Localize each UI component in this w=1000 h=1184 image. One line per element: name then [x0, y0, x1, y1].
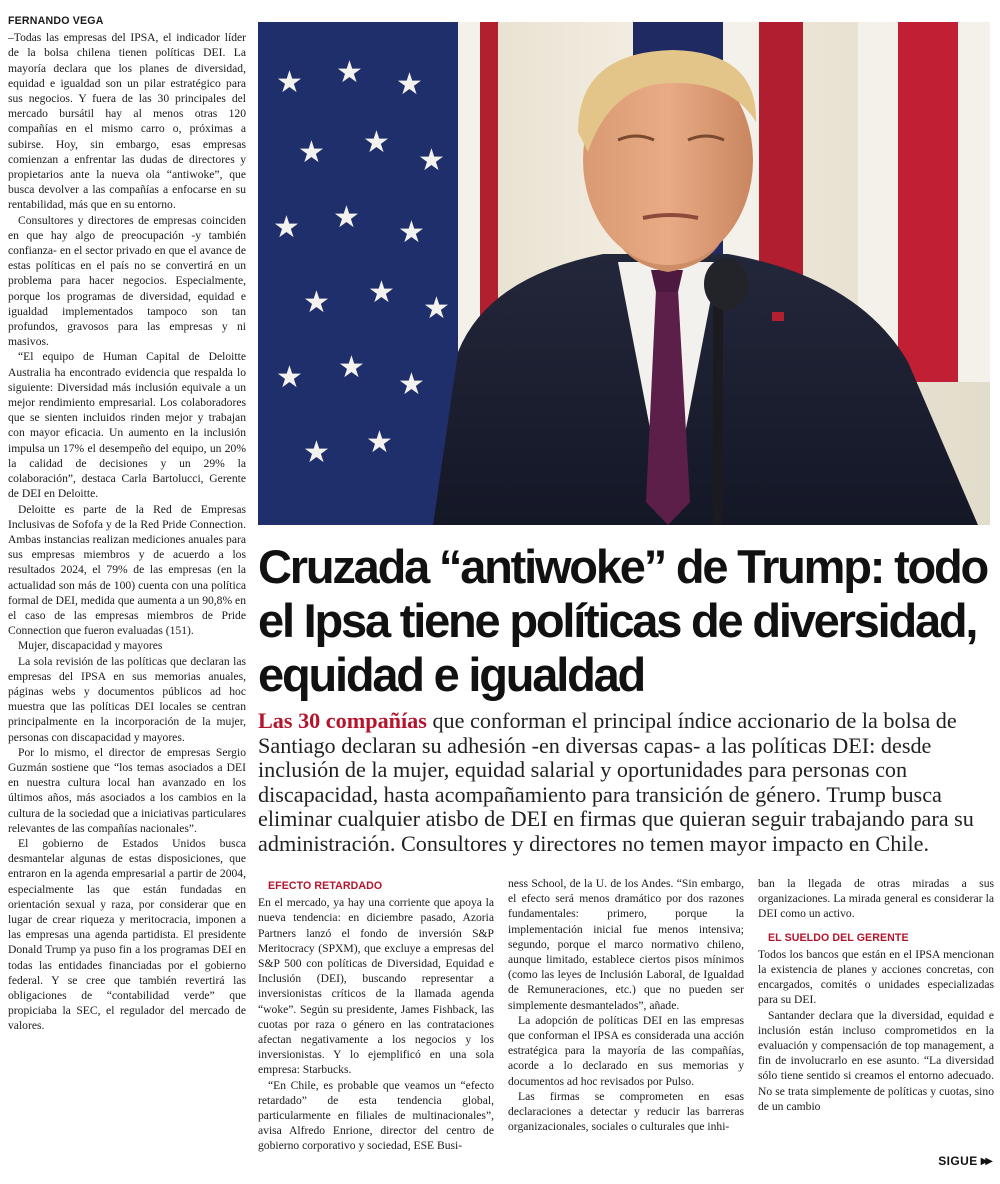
paragraph: “En Chile, es probable que veamos un “efecto retardado” de esta tendencia global, particularmente en filiales de multinacionales”, avisa Alfredo Enrione, director del centro de gobierno corporativo y sociedad, ESE Busi-	[258, 1078, 494, 1153]
paragraph: Consultores y directores de empresas coinciden en que hay algo de preocupación -y también confianza- en el sector privado en que el avance de estas políticas en el país no se convertirá en un problema para hacer negocios. Especialmente, porque los programas de diversidad, equidad e igualdad implementados tampoco son tan profundos, gravosos para las empresas y ni masivos.	[8, 213, 246, 349]
news-photo	[258, 22, 990, 525]
svg-text:★: ★	[276, 65, 303, 100]
body-column-2	[508, 876, 744, 1172]
paragraph: Las firmas se comprometen en esas declaraciones a detectar y reducir las barreras organizacionales, sociales o culturales que inhi-	[508, 1089, 744, 1134]
svg-text:★: ★	[418, 143, 445, 178]
continue-label: SIGUE	[938, 1154, 978, 1168]
subheading: Mujer, discapacidad y mayores	[18, 639, 163, 653]
lead-paragraph	[258, 709, 993, 857]
svg-text:★: ★	[303, 435, 330, 470]
paragraph: La adopción de políticas DEI en las empresas que conforman el IPSA es considerada una acción estratégica para la mayoría de las compañías, acorde a lo declarado en sus memorias y documentos ad hoc revisados por Pulso.	[508, 1013, 744, 1088]
section-heading: EL SUELDO DEL GERENTE	[768, 931, 909, 944]
svg-text:★: ★	[423, 291, 450, 326]
svg-text:★: ★	[336, 55, 363, 90]
paragraph: Todos los bancos que están en el IPSA mencionan la existencia de planes y acciones concretas, con encargados, comités o unidades especializadas para su DEI.	[758, 947, 994, 1007]
photo-illustration	[258, 22, 990, 525]
lead-text: que conforman el principal índice accionario de la bolsa de Santiago declaran su adhesión -en diversas capas- a las políticas DEI: desde inclusión de la mujer, equidad salarial y oportunidades para personas con discapacidad, hasta acompañamiento para transición de género. Trump busca eliminar cualquier atisbo de DEI en firmas que quieran seguir trabajando para su administración. Consultores y directores no temen mayor impacto en Chile.	[258, 708, 974, 856]
paragraph: En el mercado, ya hay una corriente que apoya la nueva tendencia: en diciembre pasado, Azoria Partners lanzó el fondo de inversión S&P Meritocracy (SPXM), que excluye a empresas del S&P 500 con políticas de Diversidad, Equidad e Inclusión (DEI), buscando representar a inversionistas críticos de la llamada agenda “woke”. Según su presidente, James Fishback, las cuotas por raza o género en las contrataciones afectan negativamente a los negocios y los inversionistas. Y lo ejemplificó en una sola empresa: Starbucks.	[258, 896, 494, 1077]
paragraph: Santander declara que la diversidad, equidad e inclusión están incluso comprometidos en la evaluación y compensación de top management, a fin de involucrarlo en ese asunto. “La diversidad sólo tiene sentido si creamos el entorno adecuado. No se trata simplemente de políticas y cuotas, sino de un cambio	[758, 1008, 994, 1113]
svg-text:★: ★	[273, 210, 300, 245]
svg-text:★: ★	[338, 350, 365, 385]
svg-text:★: ★	[368, 275, 395, 310]
body-column-3	[758, 876, 994, 1172]
paragraph: Por lo mismo, el director de empresas Sergio Guzmán sostiene que “los temas asociados a DEI en nuestra cultura local han avanzado en los últimos años, más asociados a los cambios en la cultura de la sociedad que a iniciativas particulares relevantes de las compañías nacionales”.	[8, 745, 246, 835]
paragraph: El gobierno de Estados Unidos busca desmantelar algunas de estas disposiciones, que entraron en la agenda empresarial a partir de 2004, especialmente las que están fundadas en orientación sexual y raza, por considerar que en lugar de crear riqueza y meritocracia, imponen a las empresas una agenda partidista. El presidente Donald Trump ya puso fin a los programas DEI en todas las entidades financiadas por el gobierno federal. Y se cree que también revertirá las obligaciones de “contabilidad verde” que propiciaba la SEC, el regulador del mercado de valores.	[8, 836, 246, 1033]
double-play-arrow-icon: ▶▶	[980, 1155, 990, 1167]
paragraph: –Todas las empresas del IPSA, el indicador líder de la bolsa chilena tienen políticas DEI. La mayoría declara que los planes de diversidad, equidad e igualdad son un pilar estratégico para sus negocios. Y fuera de las 30 principales del mercado bursátil hay al menos otras 120 compañías en el mismo carro o, próximas a subirse. Hoy, sin embargo, esas empresas comienzan a enfrentar las dudas de directores y propietarios ante la nueva ola “antiwoke”, que busca devolver a las compañías a enfocarse en su rentabilidad, más que en su entorno.	[8, 31, 246, 212]
lead-highlight: Las 30 compañías	[258, 708, 427, 733]
svg-text:★: ★	[333, 200, 360, 235]
paragraph: La sola revisión de las políticas que declaran las empresas del IPSA en sus memorias anuales, páginas webs y documentos públicos ad hoc muestra que las políticas DEI locales se centran principalmente en la incorporación de la mujer, personas con discapacidad y mayores.	[8, 654, 246, 744]
svg-text:★: ★	[276, 360, 303, 395]
svg-text:★: ★	[398, 215, 425, 250]
paragraph: Deloitte es parte de la Red de Empresas Inclusivas de Sofofa y de la Red Pride Connection. Ambas instancias realizan mediciones anuales para sus empresas miembros y de acuerdo a los resultados 2024, el 79% de las empresas (en la actualidad son más de 100) cuenta con una política formal de DEI, medida que aumenta a un 90,8% en el caso de las empresas miembros de Pride Connection que fueron evaluadas (151).	[8, 502, 246, 638]
byline: FERNANDO VEGA	[8, 15, 104, 27]
body-columns	[258, 876, 993, 1172]
svg-text:★: ★	[398, 367, 425, 402]
paragraph: ban la llegada de otras miradas a sus organizaciones. La mirada general es considerar la DEI como un activo.	[758, 877, 994, 921]
headline: Cruzada “antiwoke” de Trump: todo el Ipsa tiene políticas de diversidad, equidad e igualdad	[258, 540, 988, 701]
svg-text:★: ★	[366, 425, 393, 460]
svg-text:★: ★	[303, 285, 330, 320]
svg-text:★: ★	[363, 125, 390, 160]
section-heading: EFECTO RETARDADO	[268, 880, 383, 892]
svg-text:★: ★	[298, 135, 325, 170]
continue-marker	[938, 1154, 990, 1168]
svg-text:★: ★	[396, 67, 423, 102]
body-column-1	[258, 876, 494, 1172]
left-article-column	[8, 14, 246, 1174]
paragraph: “El equipo de Human Capital de Deloitte Australia ha encontrado evidencia que respalda lo siguiente: Diversidad más inclusión equivale a un mejor rendimiento empresarial. Los colaboradores que se sienten incluidos rinden mejor y trabajan con mayor eficacia. Un aumento en la inclusión impulsa un 17% el desempeño del equipo, un 20% la calidad de decisiones y un 29% la colaboración”, destaca Carla Bartolucci, Gerente de DEI en Deloitte.	[8, 350, 246, 501]
paragraph: ness School, de la U. de los Andes. “Sin embargo, el efecto será menos dramático por dos razones fundamentales: primero, porque la implementación inicial fue menos intensiva; segundo, porque el marco normativo chileno, aunque limitado, establece ciertos pisos mínimos (como las leyes de Inclusión Laboral, de Igualdad de Remuneraciones, etc.) que no pueden ser simplemente desmantelados”, añade.	[508, 877, 744, 1012]
